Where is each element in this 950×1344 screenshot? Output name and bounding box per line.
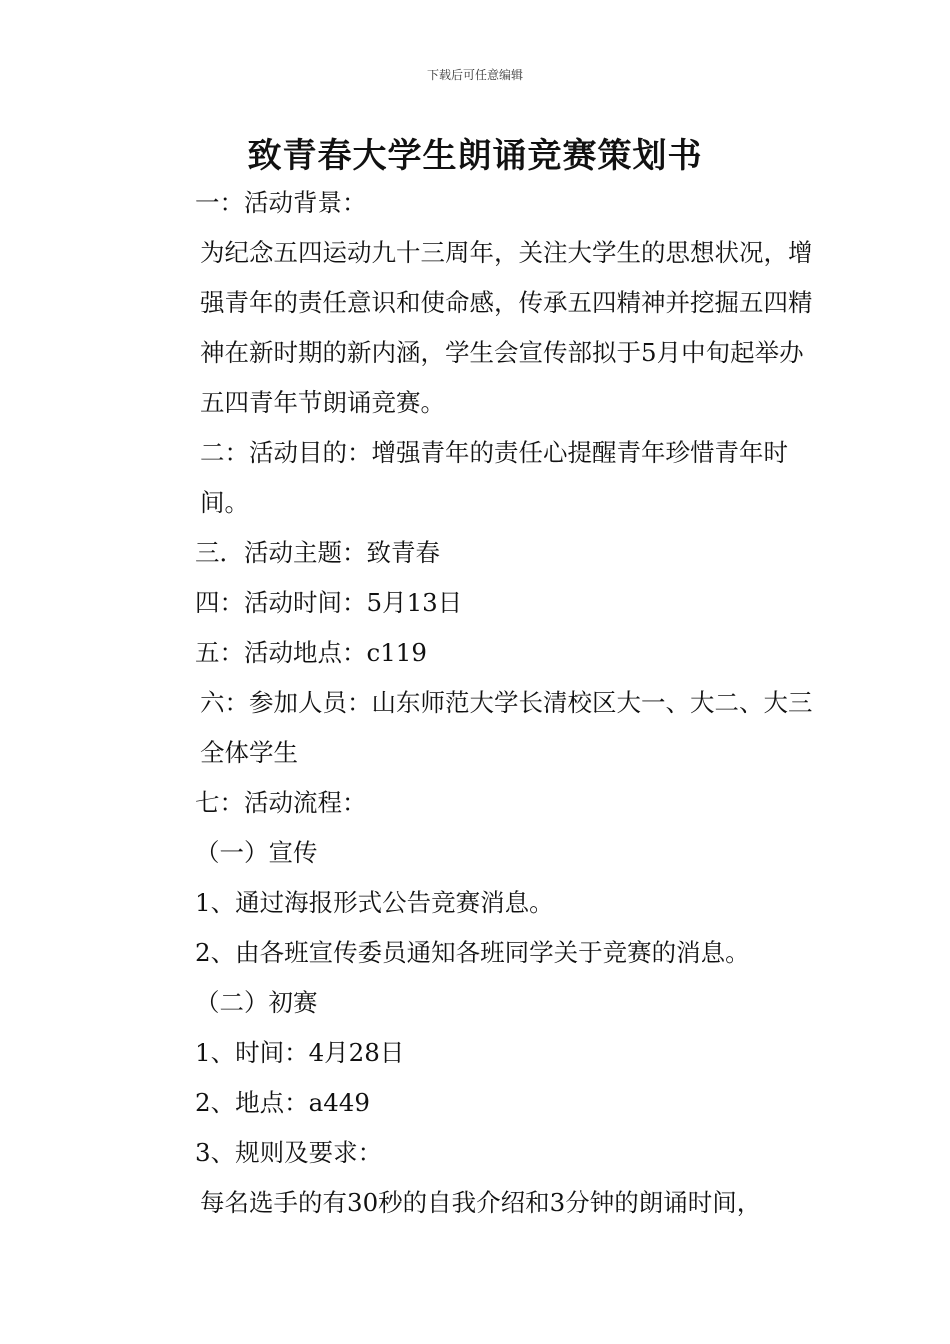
document-body — [145, 178, 825, 1228]
list-item: 1、时间：4月28日 — [195, 1038, 405, 1067]
subsection-promotion: （一）宣传 — [195, 838, 318, 867]
paragraph-rules: 每名选手的有30秒的自我介绍和3分钟的朗诵时间， — [200, 1188, 762, 1217]
section-purpose: 二：活动目的：增强青年的责任心提醒青年珍惜青年时间。 — [200, 438, 788, 517]
list-item: 2、地点：a449 — [195, 1088, 370, 1117]
section-participants: 六：参加人员：山东师范大学长清校区大一、大二、大三全体学生 — [200, 688, 813, 767]
section-theme: 三．活动主题：致青春 — [195, 538, 440, 567]
section-time: 四：活动时间：5月13日 — [195, 588, 463, 617]
section-heading-background: 一：活动背景： — [195, 188, 367, 217]
list-item: 1、通过海报形式公告竞赛消息。 — [195, 888, 554, 917]
list-item: 2、由各班宣传委员通知各班同学关于竞赛的消息。 — [195, 938, 750, 967]
subsection-preliminary: （二）初赛 — [195, 988, 318, 1017]
list-item: 3、规则及要求： — [195, 1138, 383, 1167]
section-location: 五：活动地点：c119 — [195, 638, 427, 667]
header-note: 下载后可任意编辑 — [426, 68, 523, 82]
document-title: 致青春大学生朗诵竞赛策划书 — [247, 136, 703, 176]
section-heading-process: 七：活动流程： — [195, 788, 367, 817]
paragraph-background: 为纪念五四运动九十三周年，关注大学生的思想状况，增强青年的责任意识和使命感，传承五四精神并挖掘五四精神在新时期的新内涵，学生会宣传部拟于5月中旬起举办五四青年节朗诵竞赛。 — [200, 238, 813, 417]
